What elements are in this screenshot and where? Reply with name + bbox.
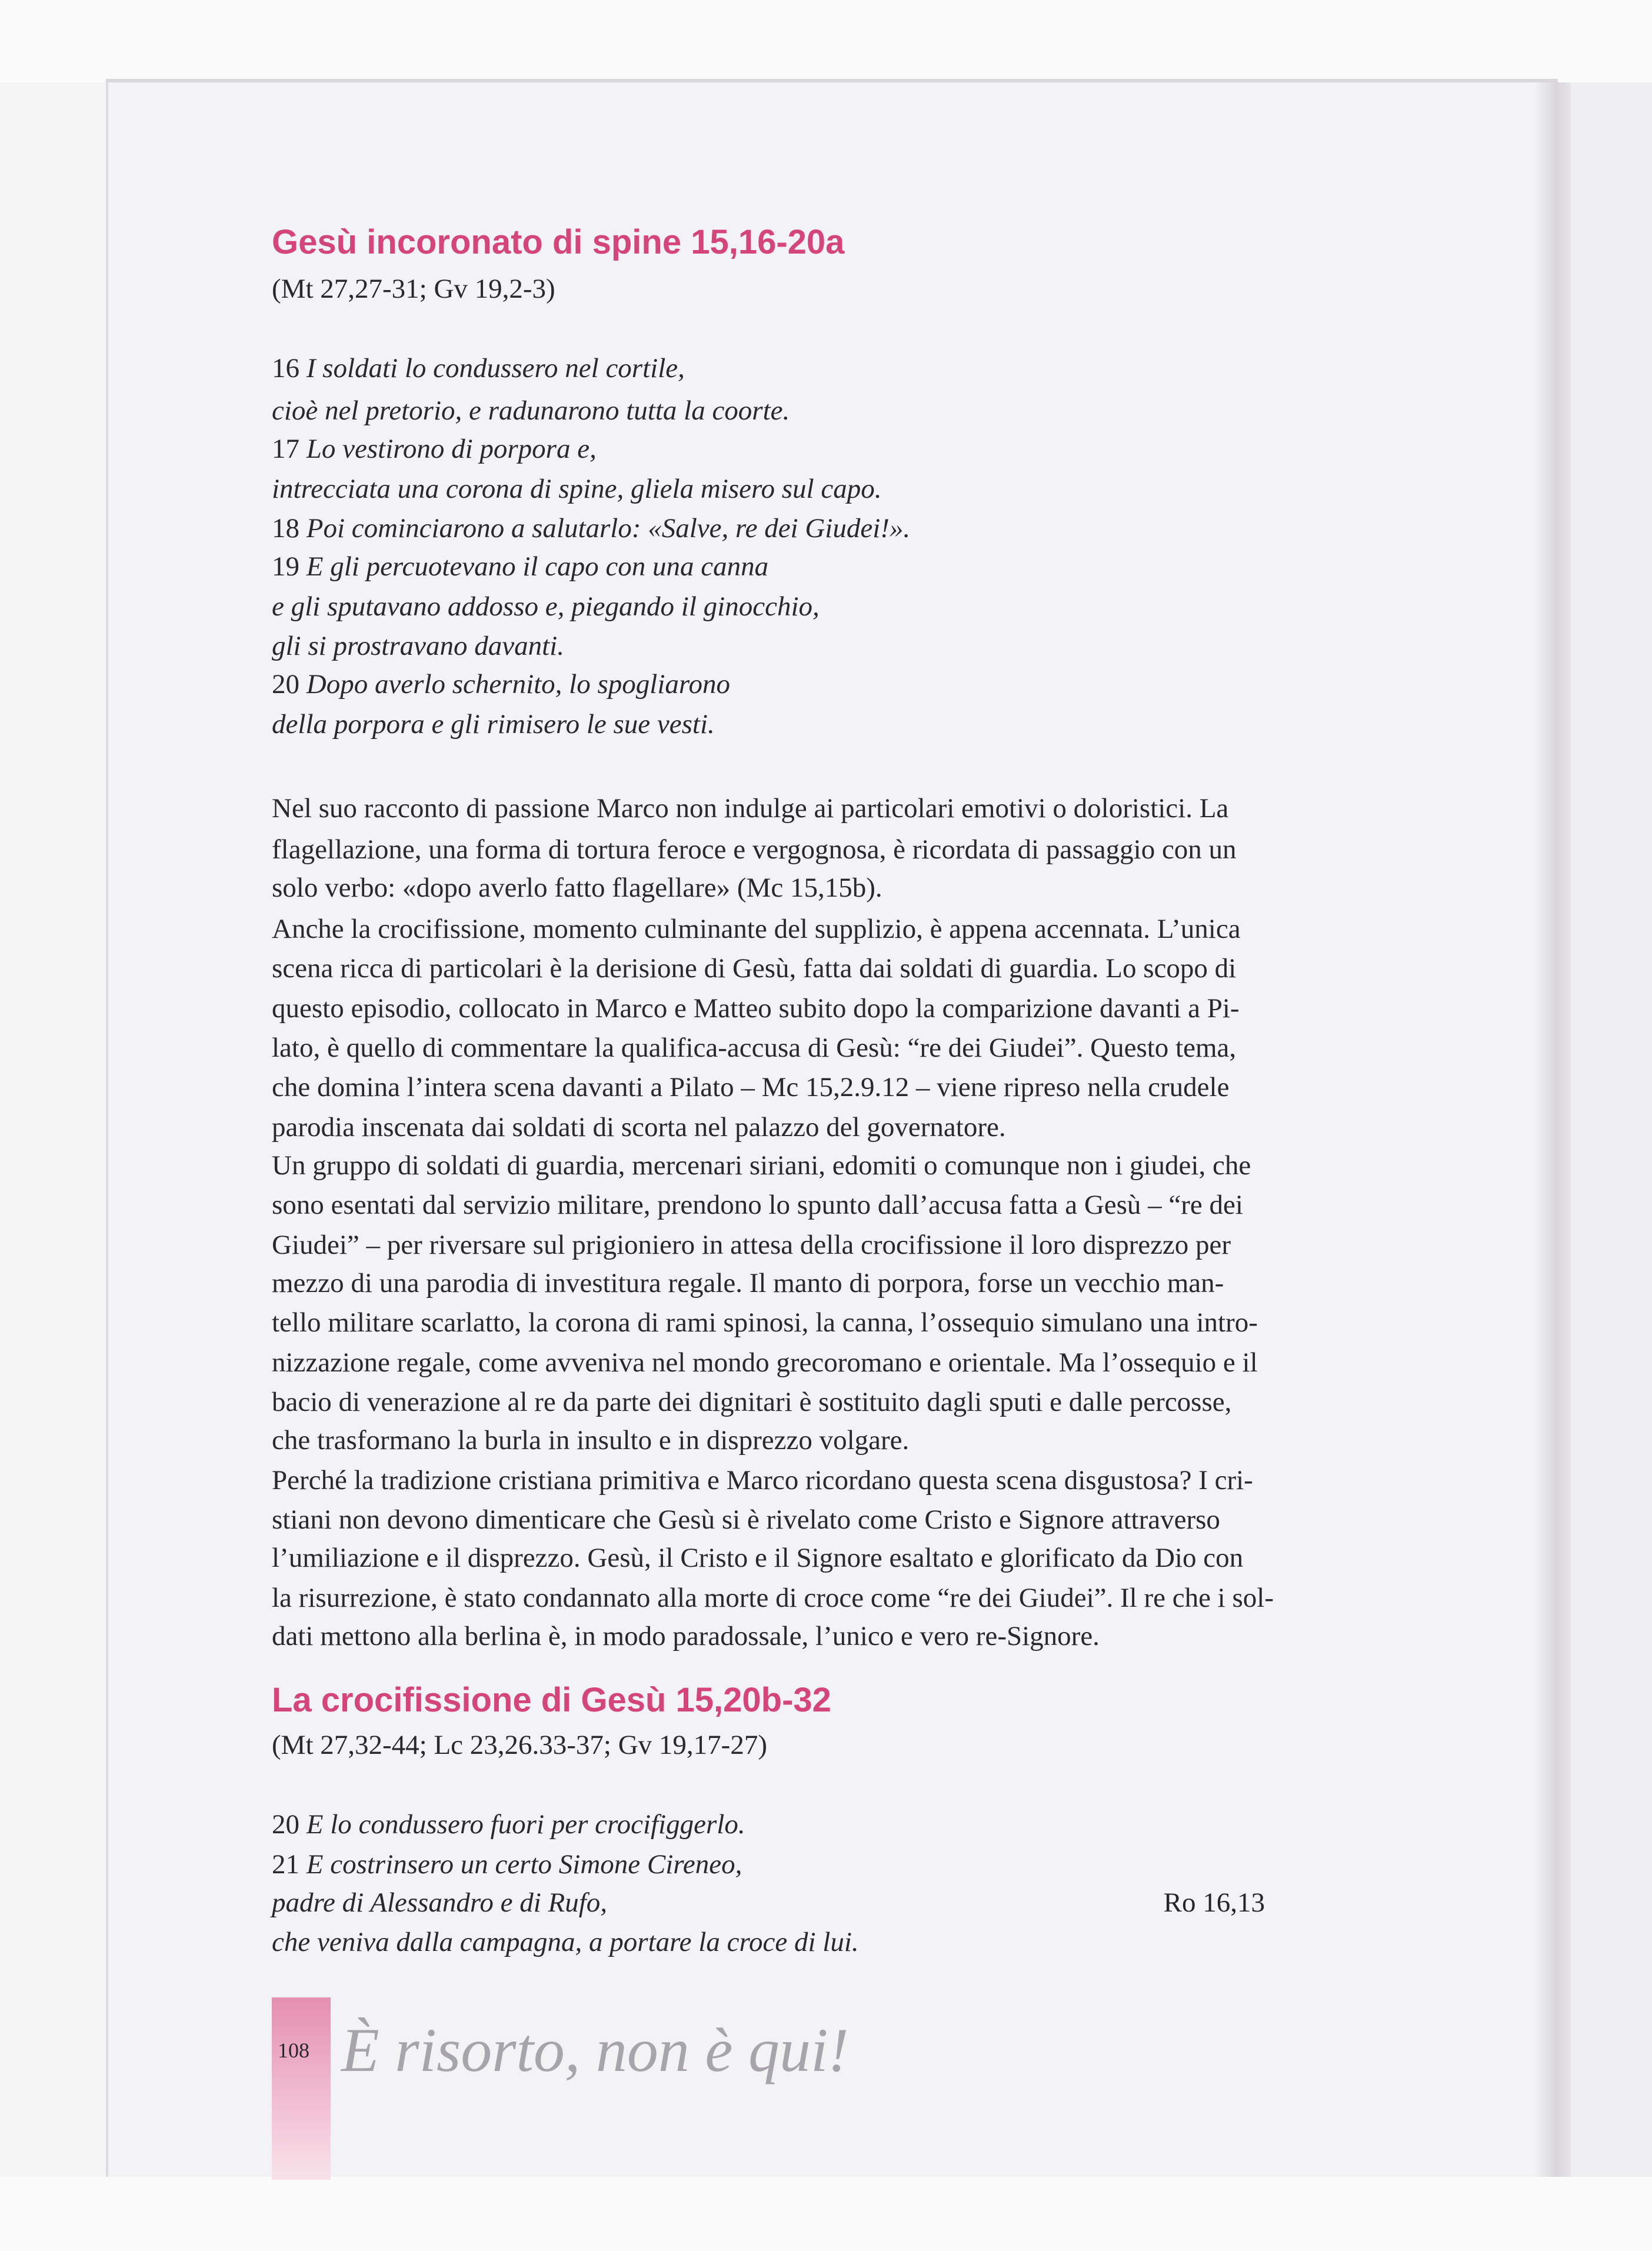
body-line: Anche la crocifissione, momento culminante del supplizio, è appena accennata. L’unica <box>272 914 1241 944</box>
body-line: solo verbo: «dopo averlo fatto flagellare» (Mc 15,15b). <box>272 873 882 903</box>
body-line: stiani non devono dimenticare che Gesù si è rivelato come Cristo e Signore attraverso <box>272 1504 1220 1535</box>
verse-text: E lo condussero fuori per crocifiggerlo. <box>306 1809 745 1840</box>
body-line: dati mettono alla berlina è, in modo paradossale, l’unico e vero re-Signore. <box>272 1621 1100 1651</box>
body-line: sono esentati dal servizio militare, prendono lo spunto dall’accusa fatta a Gesù – “re dei <box>272 1190 1243 1220</box>
verse-text: padre di Alessandro e di Rufo, <box>272 1887 608 1918</box>
body-line: Nel suo racconto di passione Marco non indulge ai particolari emotivi o doloristici. La <box>272 793 1229 824</box>
verse-text: Dopo averlo schernito, lo spogliarono <box>306 669 730 700</box>
facing-page-edge <box>1571 82 1652 2177</box>
verse-line <box>272 625 564 667</box>
verse-line <box>272 389 790 432</box>
verse-number: 19 <box>272 551 299 582</box>
body-line: la risurrezione, è stato condannato alla morte di croce come “re dei Giudei”. Il re che i sol- <box>272 1583 1274 1613</box>
verse-line <box>272 468 881 510</box>
verse-number: 17 <box>272 434 299 464</box>
verse-number: 18 <box>272 513 299 544</box>
verse-line <box>272 663 730 705</box>
scan-background-top <box>0 0 1652 82</box>
page-number: 108 <box>278 2039 309 2062</box>
body-line: che domina l’intera scena davanti a Pilato – Mc 15,2.9.12 – viene ripreso nella crudele <box>272 1072 1230 1103</box>
verse-text: intrecciata una corona di spine, gliela misero sul capo. <box>272 474 882 504</box>
verse-text: cioè nel pretorio, e radunarono tutta la coorte. <box>272 395 790 426</box>
book-spine-shadow <box>1536 82 1571 2177</box>
verse-line <box>272 1921 859 1963</box>
body-line: nizzazione regale, come avveniva nel mondo grecoromano e orientale. Ma l’ossequio e il <box>272 1347 1258 1378</box>
scan-background-bottom <box>0 2177 1652 2251</box>
body-line: scena ricca di particolari è la derisione di Gesù, fatta dai soldati di guardia. Lo scopo di <box>272 953 1237 984</box>
body-line: tello militare scarlatto, la corona di rami spinosi, la canna, l’ossequio simulano una intro- <box>272 1307 1258 1338</box>
verse-number: 20 <box>272 1809 299 1840</box>
body-line: Perché la tradizione cristiana primitiva e Marco ricordano questa scena disgustosa? I cri- <box>272 1465 1253 1496</box>
running-book-title: È risorto, non è qui! <box>341 2016 849 2084</box>
verse-text: gli si prostravano davanti. <box>272 631 564 661</box>
verse-number: 20 <box>272 669 299 700</box>
verse-line <box>272 428 597 470</box>
verse-text: Poi cominciarono a salutarlo: «Salve, re dei Giudei!». <box>306 513 911 544</box>
margin-reference: Ro 16,13 <box>1163 1887 1265 1918</box>
body-line: l’umiliazione e il disprezzo. Gesù, il Cristo e il Signore esaltato e glorificato da Dio con <box>272 1543 1244 1573</box>
verse-line <box>272 1803 745 1846</box>
body-line: questo episodio, collocato in Marco e Matteo subito dopo la comparizione davanti a Pi- <box>272 993 1240 1024</box>
body-line: Un gruppo di soldati di guardia, mercenari siriani, edomiti o comunque non i giudei, che <box>272 1150 1251 1181</box>
verse-line <box>272 545 768 588</box>
verse-text: della porpora e gli rimisero le sue vesti. <box>272 709 715 740</box>
verse-number: 21 <box>272 1849 299 1880</box>
verse-line <box>272 1882 607 1924</box>
body-line: Giudei” – per riversare sul prigioniero in attesa della crocifissione il loro disprezzo per <box>272 1230 1231 1260</box>
verse-text: Lo vestirono di porpora e, <box>306 434 597 464</box>
verse-line <box>272 585 820 628</box>
footer-accent-bar <box>272 1997 331 2180</box>
cross-references: (Mt 27,32-44; Lc 23,26.33-37; Gv 19,17-27) <box>272 1730 767 1760</box>
body-line: parodia inscenata dai soldati di scorta nel palazzo del governatore. <box>272 1112 1006 1143</box>
verse-line <box>272 347 685 389</box>
section-heading-incoronato: Gesù incoronato di spine 15,16-20a <box>272 223 845 261</box>
verse-line <box>272 1843 742 1886</box>
verse-line <box>272 703 715 745</box>
body-line: bacio di venerazione al re da parte dei dignitari è sostituito dagli sputi e dalle percosse, <box>272 1387 1232 1417</box>
verse-line <box>272 507 910 550</box>
verse-text: I soldati lo condussero nel cortile, <box>306 353 685 384</box>
verse-text: E costrinsero un certo Simone Cireneo, <box>306 1849 742 1880</box>
body-line: flagellazione, una forma di tortura feroce e vergognosa, è ricordata di passaggio con un <box>272 834 1237 865</box>
section-heading-crocifissione: La crocifissione di Gesù 15,20b-32 <box>272 1681 831 1719</box>
body-line: lato, è quello di commentare la qualifica-accusa di Gesù: “re dei Giudei”. Questo tema, <box>272 1033 1237 1063</box>
verse-text: E gli percuotevano il capo con una canna <box>306 551 769 582</box>
verse-number: 16 <box>272 353 299 384</box>
cross-references: (Mt 27,27-31; Gv 19,2-3) <box>272 274 555 304</box>
verse-text: che veniva dalla campagna, a portare la croce di lui. <box>272 1927 859 1957</box>
body-line: mezzo di una parodia di investitura regale. Il manto di porpora, forse un vecchio man- <box>272 1268 1224 1298</box>
body-line: che trasformano la burla in insulto e in disprezzo volgare. <box>272 1425 910 1456</box>
verse-text: e gli sputavano addosso e, piegando il ginocchio, <box>272 591 820 622</box>
